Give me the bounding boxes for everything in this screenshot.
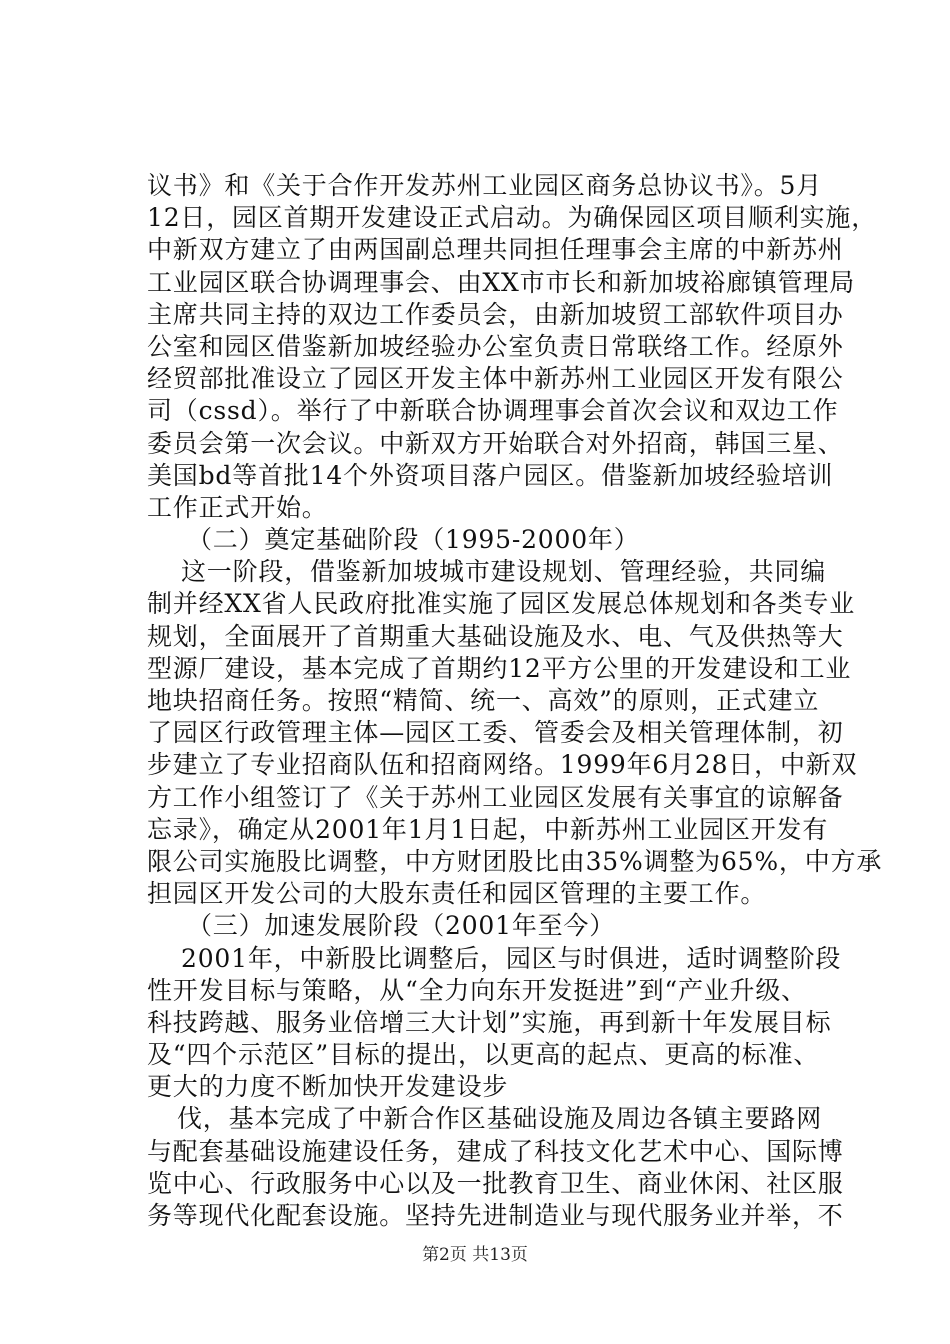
text-line: 限公司实施股比调整，中方财团股比由35%调整为65%，中方承 bbox=[147, 846, 883, 876]
text-line: 与配套基础设施建设任务，建成了科技文化艺术中心、国际博 bbox=[147, 1136, 844, 1166]
text-line: 制并经XX省人民政府批准实施了园区发展总体规划和各类专业 bbox=[147, 589, 855, 619]
document-body bbox=[147, 170, 883, 1232]
text-line: 担园区开发公司的大股东责任和园区管理的主要工作。 bbox=[147, 879, 767, 909]
text-line: 经贸部批准设立了园区开发主体中新苏州工业园区开发有限公 bbox=[147, 364, 844, 394]
text-line: 这一阶段，借鉴新加坡城市建设规划、管理经验，共同编 bbox=[181, 557, 827, 587]
page-number-label: 第2页 共13页 bbox=[422, 1245, 528, 1265]
text-line: 12日，园区首期开发建设正式启动。为确保园区项目顺利实施， bbox=[147, 203, 878, 233]
text-line: 地块招商任务。按照“精简、统一、高效”的原则，正式建立 bbox=[147, 686, 820, 715]
text-line: 工作正式开始。 bbox=[147, 492, 328, 522]
page-footer bbox=[0, 1245, 950, 1265]
section-heading: （三）加速发展阶段（2001年至今） bbox=[187, 911, 616, 941]
text-line: 规划，全面展开了首期重大基础设施及水、电、气及供热等大 bbox=[147, 621, 844, 651]
text-line: 更大的力度不断加快开发建设步 bbox=[147, 1072, 509, 1102]
text-line: 了园区行政管理主体—园区工委、管委会及相关管理体制，初 bbox=[147, 718, 844, 748]
text-line: 览中心、行政服务中心以及一批教育卫生、商业休闲、社区服 bbox=[147, 1168, 844, 1198]
text-line: 务等现代化配套设施。坚持先进制造业与现代服务业并举，不 bbox=[147, 1201, 844, 1230]
text-line: 方工作小组签订了《关于苏州工业园区发展有关事宜的谅解备 bbox=[147, 782, 844, 812]
section-heading: （二）奠定基础阶段（1995-2000年） bbox=[187, 525, 640, 555]
text-line: 公室和园区借鉴新加坡经验办公室负责日常联络工作。经原外 bbox=[147, 331, 844, 361]
text-line: 美国bd等首批14个外资项目落户园区。借鉴新加坡经验培训 bbox=[147, 460, 834, 490]
text-line: 主席共同主持的双边工作委员会，由新加坡贸工部软件项目办 bbox=[147, 299, 844, 329]
text-line: 型源厂建设，基本完成了首期约12平方公里的开发建设和工业 bbox=[147, 653, 852, 683]
text-line: 工业园区联合协调理事会、由XX市市长和新加坡裕廊镇管理局 bbox=[147, 267, 855, 297]
text-line: 伐，基本完成了中新合作区基础设施及周边各镇主要路网 bbox=[177, 1104, 823, 1134]
text-line: 性开发目标与策略，从“全力向东开发挺进”到“产业升级、 bbox=[147, 975, 807, 1005]
text-line: 中新双方建立了由两国副总理共同担任理事会主席的中新苏州 bbox=[147, 235, 844, 265]
text-line: 及“四个示范区”目标的提出，以更高的起点、更高的标准、 bbox=[147, 1040, 820, 1070]
text-line: 忘录》，确定从2001年1月1日起，中新苏州工业园区开发有 bbox=[147, 814, 829, 844]
text-line: 委员会第一次会议。中新双方开始联合对外招商，韩国三星、 bbox=[147, 428, 844, 458]
text-line: 步建立了专业招商队伍和招商网络。1999年6月28日，中新双 bbox=[147, 750, 858, 780]
text-line: 2001年，中新股比调整后，园区与时俱进，适时调整阶段 bbox=[181, 943, 842, 973]
text-line: 科技跨越、服务业倍增三大计划”实施，再到新十年发展目标 bbox=[147, 1007, 832, 1037]
text-line: 议书》和《关于合作开发苏州工业园区商务总协议书》。5月 bbox=[147, 171, 823, 200]
text-line: 司（cssd）。举行了中新联合协调理事会首次会议和双边工作 bbox=[147, 396, 839, 426]
